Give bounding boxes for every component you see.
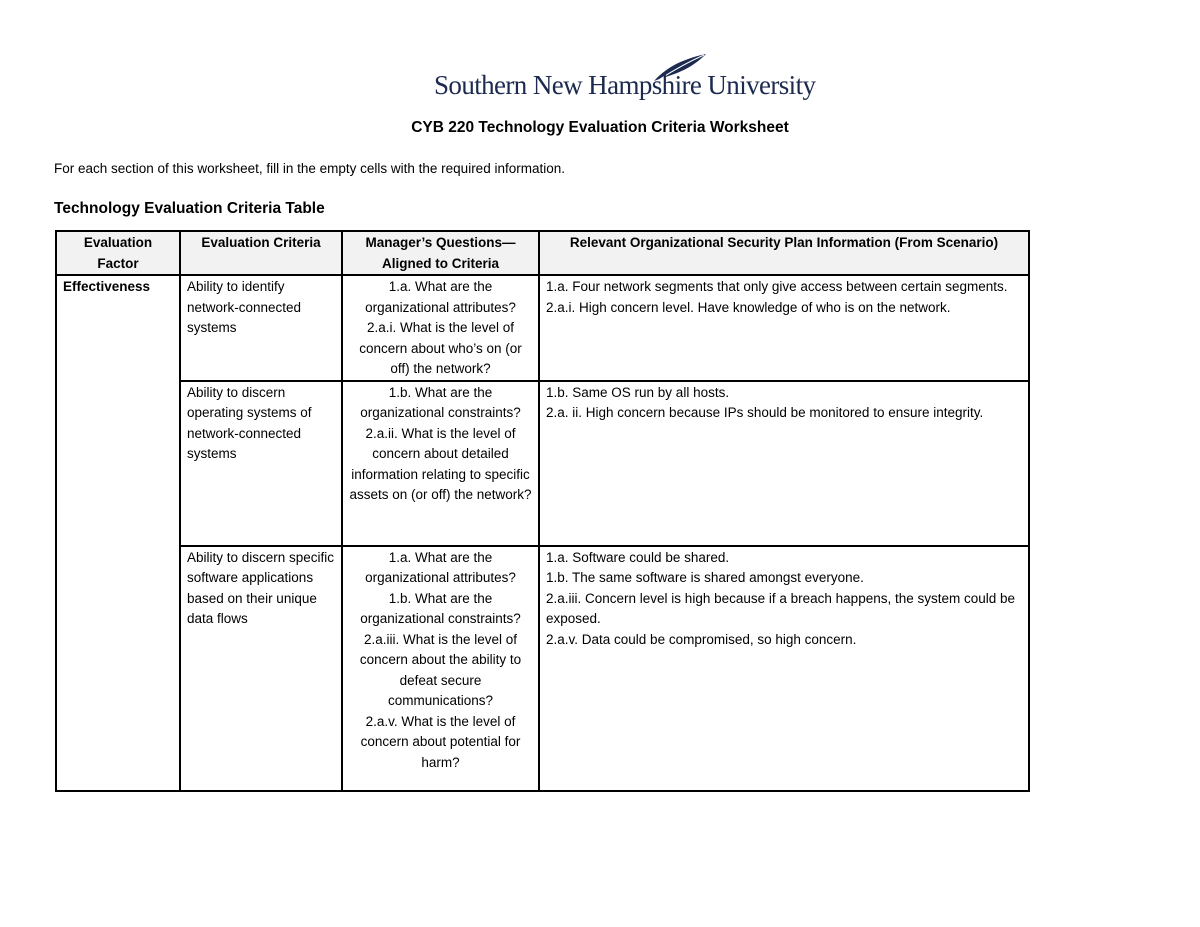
question-line: 2.a.i. What is the level of concern about who’s on (or off) the network?	[359, 320, 522, 376]
questions-cell	[342, 546, 539, 791]
table-header-row	[56, 231, 1029, 275]
questions-cell	[342, 275, 539, 381]
info-line: 1.b. Same OS run by all hosts.	[546, 384, 730, 400]
header-evaluation-criteria: Evaluation Criteria	[180, 231, 342, 275]
university-name: Southern New Hampshire University	[434, 70, 816, 100]
question-line: 1.a. What are the organizational attributes?	[365, 549, 516, 585]
header-evaluation-factor: Evaluation Factor	[56, 231, 180, 275]
info-line: 1.b. The same software is shared amongst everyone.	[546, 570, 864, 585]
question-line: 1.b. What are the organizational constraints?	[360, 384, 521, 420]
criteria-table	[55, 230, 1030, 792]
security-info-cell[interactable]	[539, 381, 1029, 546]
criterion-cell[interactable]: Ability to discern operating systems of network-connected systems	[180, 381, 342, 546]
university-logo	[434, 52, 816, 104]
header-managers-questions: Manager’s Questions—Aligned to Criteria	[342, 231, 539, 275]
page-title: CYB 220 Technology Evaluation Criteria Worksheet	[411, 119, 789, 136]
instructions-text: For each section of this worksheet, fill in the empty cells with the required information.	[54, 161, 565, 176]
security-info-cell[interactable]	[539, 546, 1029, 791]
info-line: 1.a. Four network segments that only give access between certain segments.	[546, 279, 1008, 294]
section-heading: Technology Evaluation Criteria Table	[54, 200, 325, 217]
criterion-cell[interactable]: Ability to identify network-connected systems	[180, 275, 342, 381]
questions-cell	[342, 381, 539, 546]
info-line: 2.a.i. High concern level. Have knowledge of who is on the network.	[546, 299, 951, 315]
question-line: 1.b. What are the organizational constraints?	[360, 590, 521, 626]
question-line: 2.a.ii. What is the level of concern about detailed information relating to specific assets on (or off) the network?	[349, 425, 532, 502]
info-line: 1.a. Software could be shared.	[546, 549, 730, 565]
table-row	[56, 381, 1029, 546]
evaluation-factor-cell: Effectiveness	[56, 275, 180, 791]
table-row	[56, 546, 1029, 791]
info-line: 2.a.v. Data could be compromised, so high concern.	[546, 631, 857, 647]
info-line: 2.a.iii. Concern level is high because if a breach happens, the system could be exposed.	[546, 590, 1016, 626]
question-line: 2.a.iii. What is the level of concern about the ability to defeat secure communications?	[359, 631, 522, 708]
header-security-plan-info: Relevant Organizational Security Plan Information (From Scenario)	[539, 231, 1029, 275]
table-row	[56, 275, 1029, 381]
criterion-cell[interactable]: Ability to discern specific software applications based on their unique data flows	[180, 546, 342, 791]
security-info-cell[interactable]	[539, 275, 1029, 381]
info-line: 2.a. ii. High concern because IPs should be monitored to ensure integrity.	[546, 405, 984, 420]
question-line: 2.a.v. What is the level of concern about potential for harm?	[360, 713, 521, 770]
question-line: 1.a. What are the organizational attributes?	[365, 279, 516, 315]
